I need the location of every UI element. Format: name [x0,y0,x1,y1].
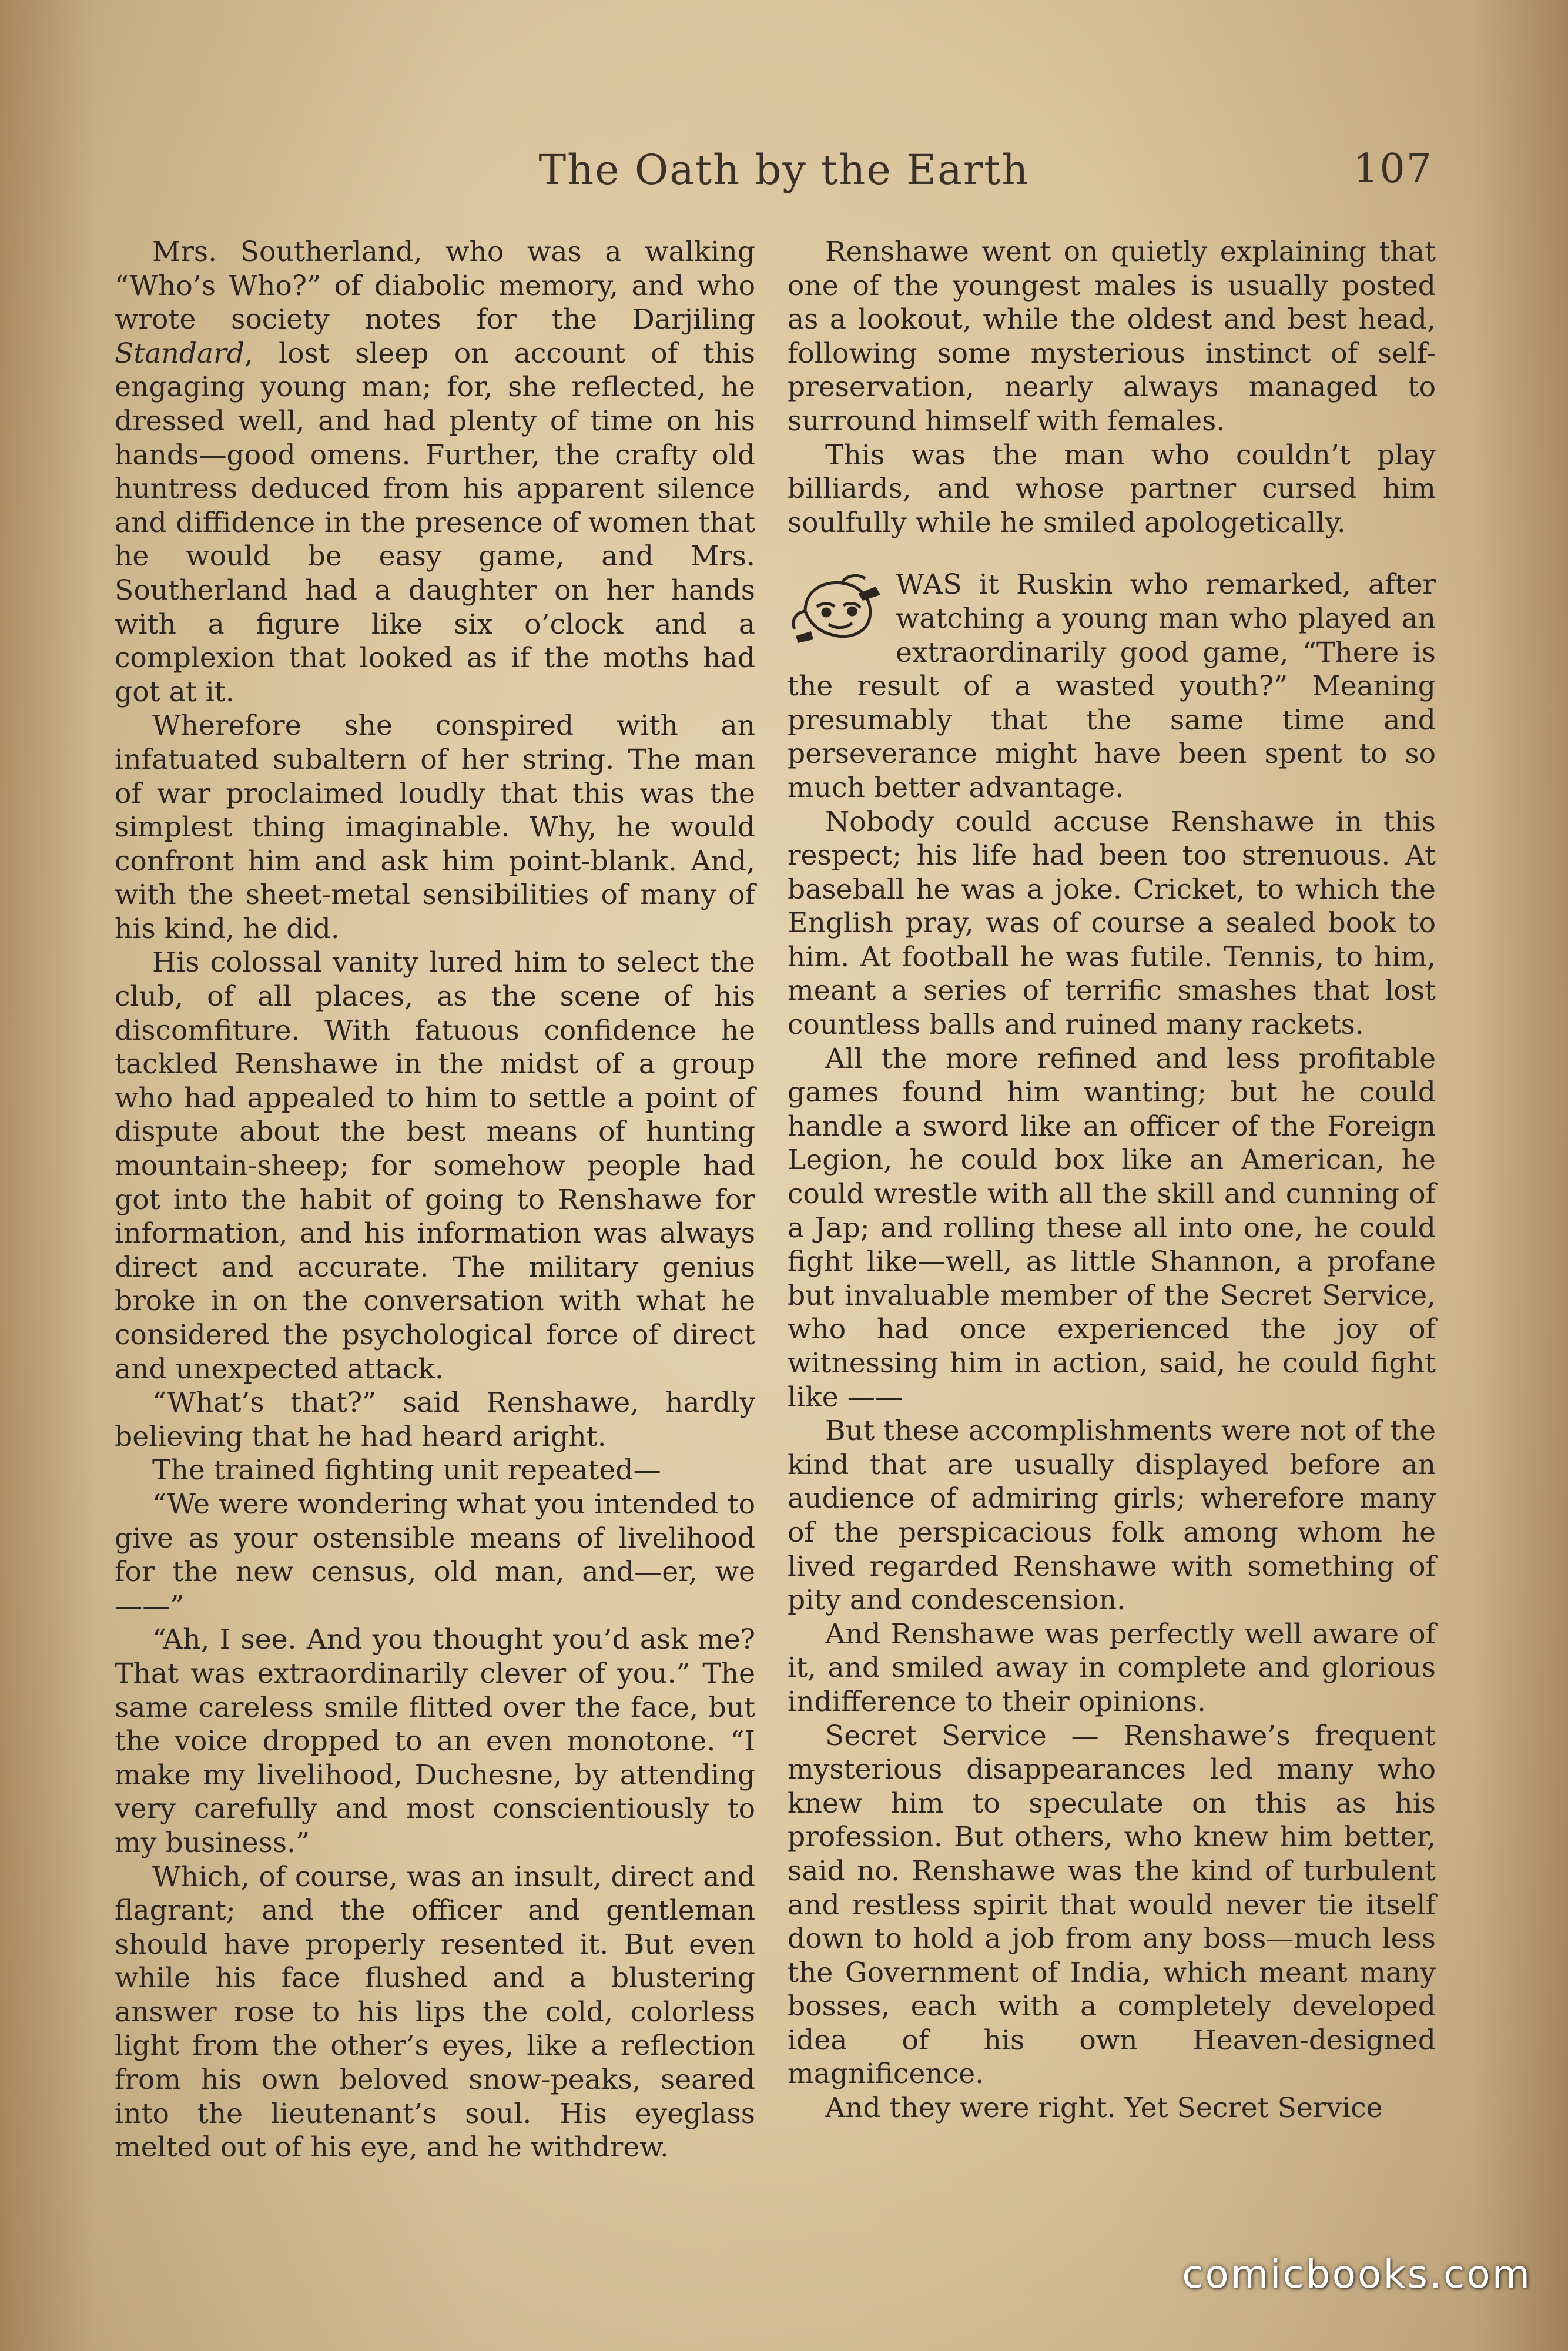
site-watermark: comicbooks.com [1182,2252,1532,2297]
paragraph: Which, of course, was an insult, direct and flagrant; and the officer and gentleman should have properly resented it. But even while his face flushed and a blustering answer rose to his lips the cold, colorless light from the other’s eyes, like a reflection from his own beloved snow-peaks, seared into the lieutenant’s soul. His eyeglass melted out of his eye, and he withdrew. [115,1860,755,2164]
paragraph: All the more refined and less profitable games found him wanting; but he could handle a sword like an officer of the Foreign Legion, he could box like an American, he could wrestle with all the skill and cunning of a Jap; and rolling these all into one, he could fight like—well, as little Shannon, a profane but invaluable member of the Secret Service, who had once experienced the joy of witnessing him in action, said, he could fight like —— [788,1042,1436,1414]
section-opening [788,568,1436,805]
paragraph: “Ah, I see. And you thought you’d ask me? That was extraordinarily clever of you.” The same careless smile flitted over the face, but the voice dropped to an even monotone. “I make my livelihood, Duchesne, by attending very carefully and most conscientiously to my business.” [115,1623,755,1859]
paragraph: And Renshawe was perfectly well aware of it, and smiled away in complete and glorious indifference to their opinions. [788,1617,1436,1718]
paragraph: WAS it Ruskin who remarked, after watching a young man who played an extraordinarily good game, “There is the result of a wasted youth?” Meaning presumably that the same time and perseverance might have been spent to so much better advantage. [788,568,1436,804]
paragraph: His colossal vanity lured him to select the club, of all places, as the scene of his discomfiture. With fatuous confidence he tackled Renshawe in the midst of a group who had appealed to him to settle a point of dispute about the best means of hunting mountain-sheep; for somehow people had got into the habit of going to Renshawe for information, and his information was always direct and accurate. The military genius broke in on the conversation with what he considered the psychological force of direct and unexpected attack. [115,946,755,1385]
left-column [115,235,755,2165]
paragraph: Mrs. Southerland, who was a walking “Who’s Who?” of diabolic memory, and who wrote society notes for the Darjiling Standard, lost sleep on account of this engaging young man; for, she reflected, he dressed well, and had plenty of time on his hands—good omens. Further, the crafty old huntress deduced from his apparent silence and diffidence in the presence of women that he would be easy game, and Mrs. Southerland had a daughter on her hands with a figure like six o’clock and a complexion that looked as if the moths had got at it. [115,236,755,708]
paragraph: Renshawe went on quietly explaining that one of the youngest males is usually posted as a lookout, while the oldest and best head, following some mysterious instinct of self-preservation, nearly always managed to surround himself with females. [788,236,1436,437]
running-title: The Oath by the Earth [538,146,1030,194]
right-column [788,235,1436,2125]
paragraph: The trained fighting unit repeated— [152,1454,661,1487]
publication-title: Standard [115,337,244,370]
paragraph: But these accomplishments were not of the kind that are usually displayed before an audience of admiring girls; wherefore many of the perspicacious folk among whom he lived regarded Renshawe with something of pity and condescension. [788,1415,1436,1617]
page-header [0,146,1568,210]
decorative-head-ornament-icon [788,570,887,645]
section-break [788,540,1436,568]
paragraph: Nobody could accuse Renshawe in this respect; his life had been too strenuous. At baseball he was a joke. Cricket, to which the English pray, was of course a sealed book to him. At football he was futile. Tennis, to him, meant a series of terrific smashes that lost countless balls and ruined many rackets. [788,805,1436,1041]
paragraph: “We were wondering what you intended to give as your ostensible means of livelihood for the new census, old man, and—er, we——” [115,1488,755,1622]
paragraph: Wherefore she conspired with an infatuated subaltern of her string. The man of war proclaimed loudly that this was the simplest thing imaginable. Why, he would confront him and ask him point-blank. And, with the sheet-metal sensibilities of many of his kind, he did. [115,709,755,945]
paragraph: “What’s that?” said Renshawe, hardly believing that he had heard aright. [115,1387,755,1453]
page-number: 107 [1353,146,1433,192]
paragraph: Secret Service — Renshawe’s frequent mysterious disappearances led many who knew him to speculate on this as his profession. But others, who knew him better, said no. Renshawe was the kind of turbulent and restless spirit that would never tie itself down to hold a job from any boss—much less the Government of India, which meant many bosses, each with a completely developed idea of his own Heaven-designed magnificence. [788,1719,1436,2091]
paragraph: And they were right. Yet Secret Service [825,2092,1383,2125]
paragraph: This was the man who couldn’t play billiards, and whose partner cursed him soulfully while he smiled apologetically. [788,438,1436,539]
